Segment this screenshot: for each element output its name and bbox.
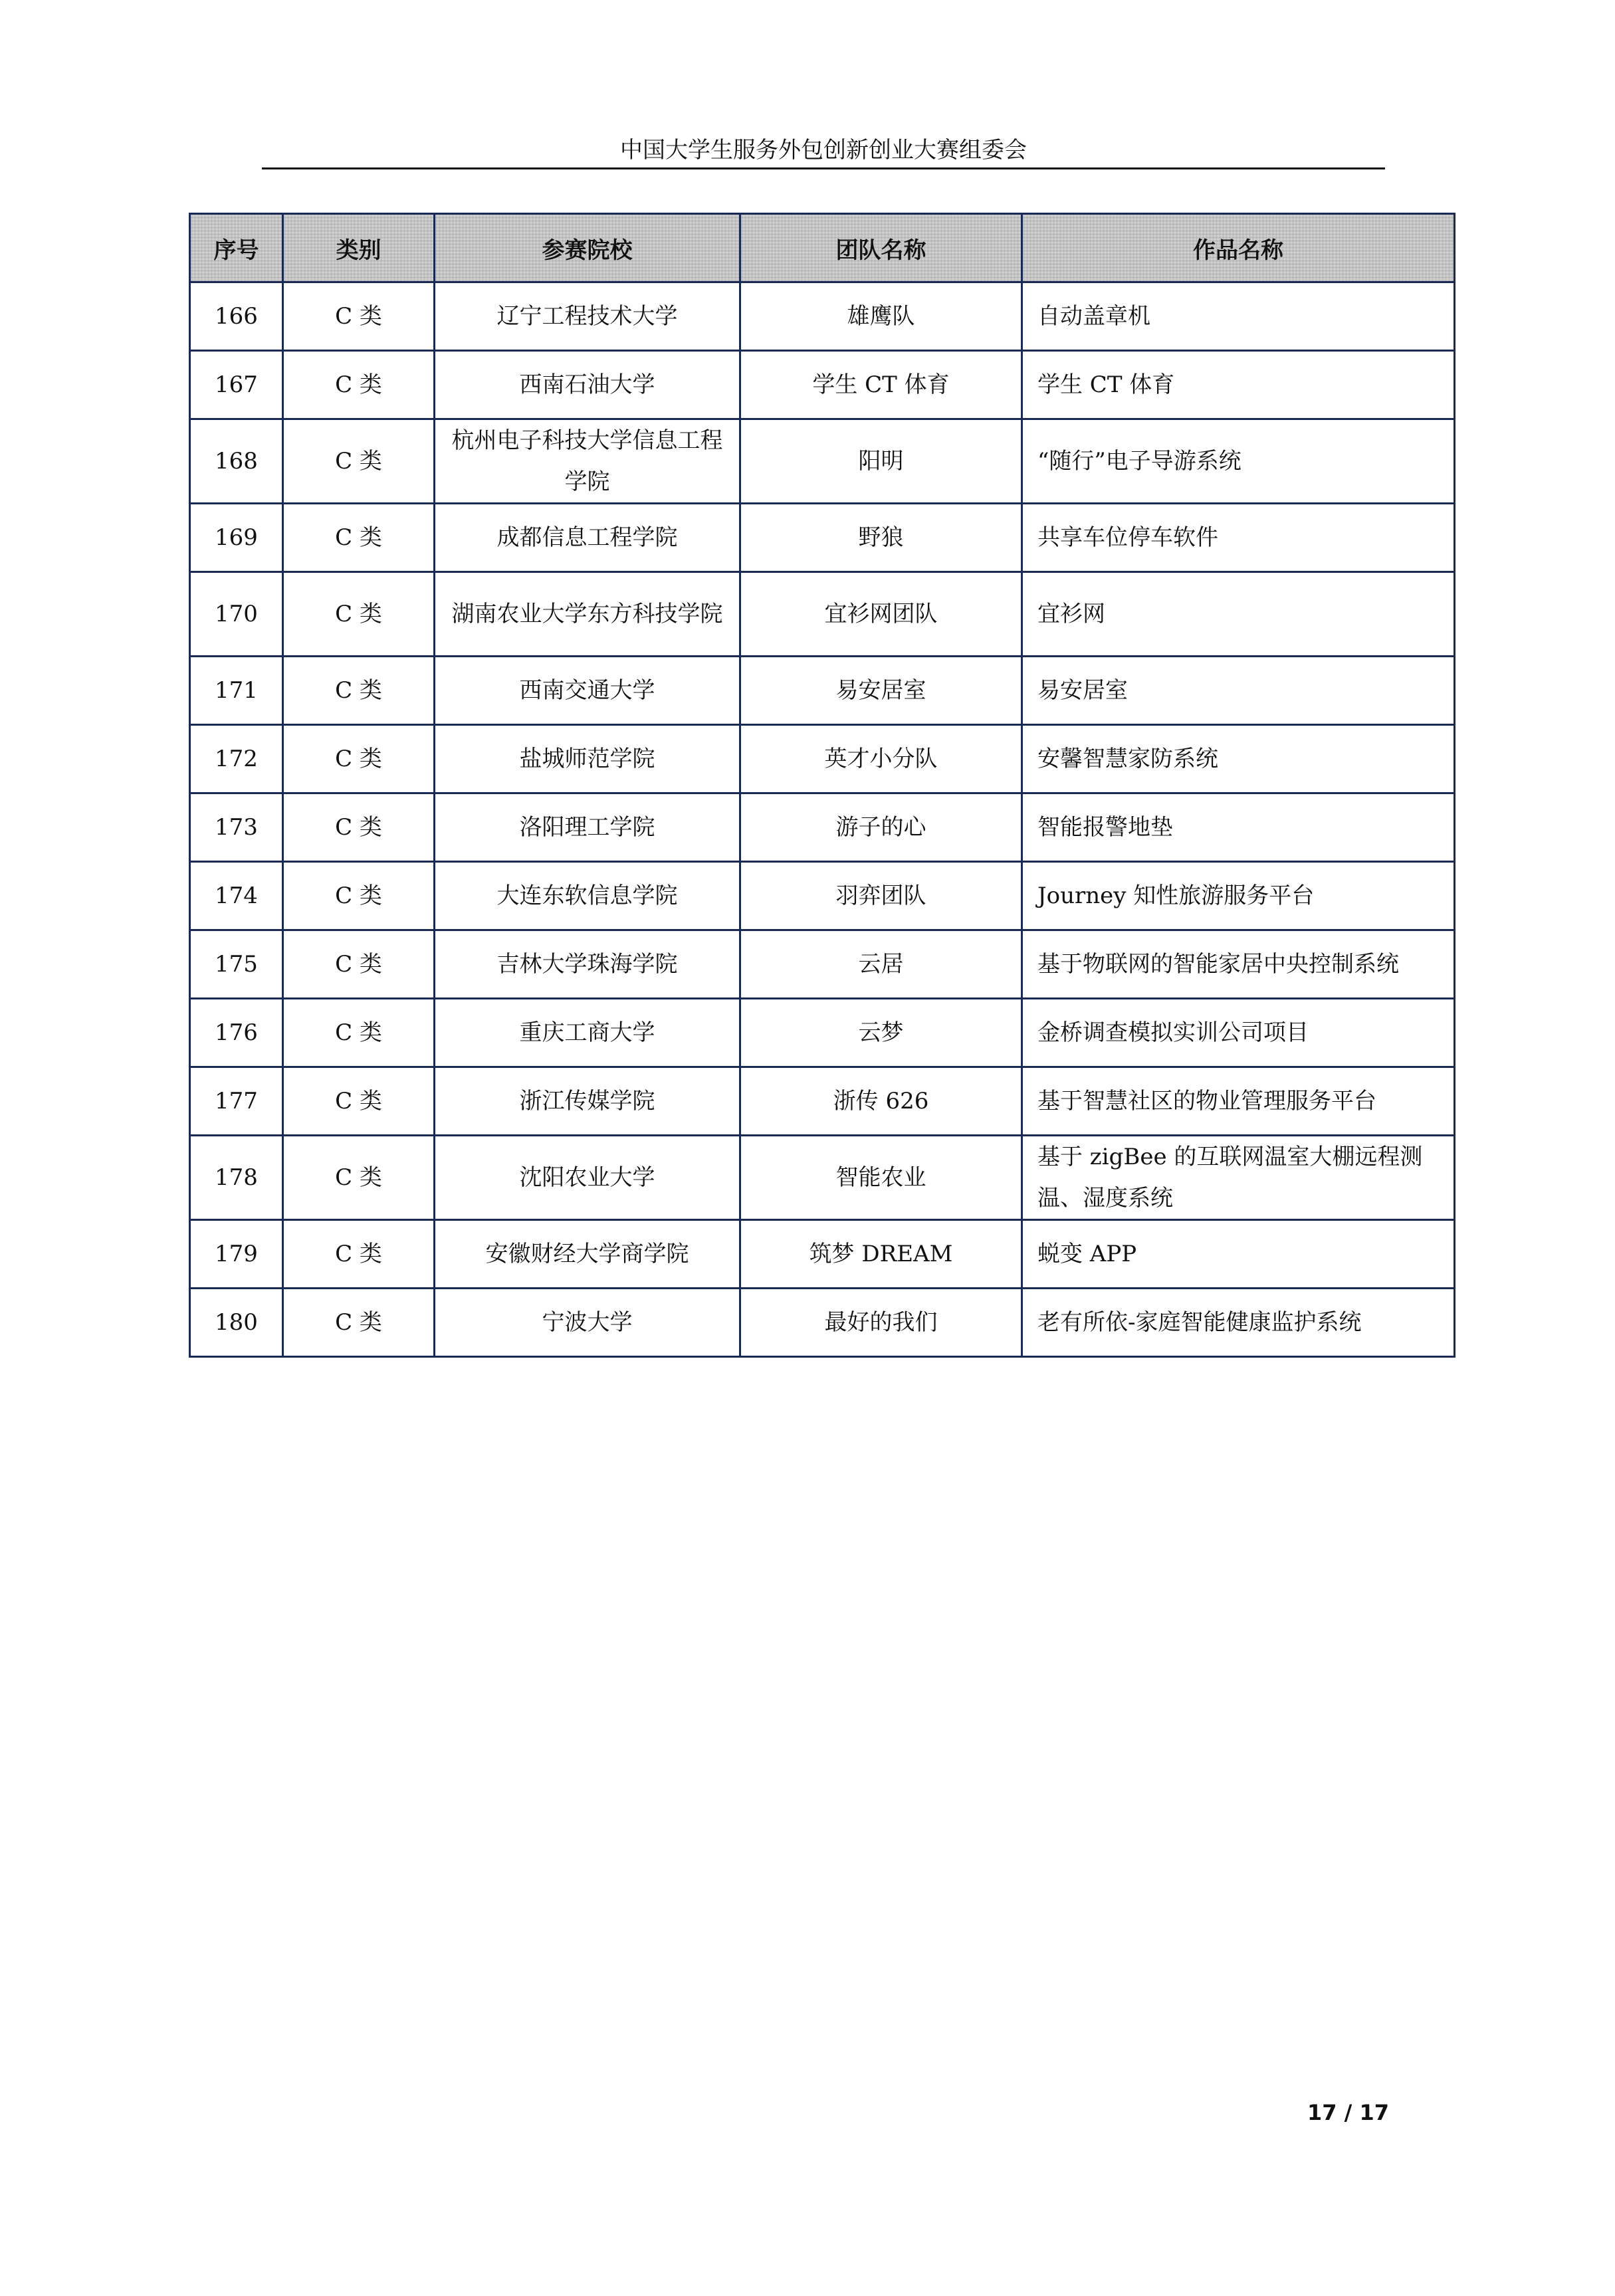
cell-no: 180 [190, 1289, 283, 1357]
cell-category: C 类 [283, 793, 435, 862]
cell-school: 洛阳理工学院 [435, 793, 740, 862]
column-header-category: 类别 [283, 214, 435, 282]
cell-school: 西南石油大学 [435, 351, 740, 419]
cell-category: C 类 [283, 862, 435, 930]
cell-school: 沈阳农业大学 [435, 1136, 740, 1220]
cell-work: 基于 zigBee 的互联网温室大棚远程测温、湿度系统 [1022, 1136, 1455, 1220]
cell-work: 金桥调查模拟实训公司项目 [1022, 999, 1455, 1067]
cell-category: C 类 [283, 999, 435, 1067]
table-row [190, 572, 1455, 657]
page-number: 17 / 17 [1307, 2100, 1389, 2125]
column-header-work: 作品名称 [1022, 214, 1455, 282]
cell-no: 166 [190, 282, 283, 351]
cell-school: 宁波大学 [435, 1289, 740, 1357]
cell-team: 筑梦 DREAM [740, 1220, 1022, 1289]
table-row [190, 930, 1455, 999]
page-header-title: 中国大学生服务外包创新创业大赛组委会 [620, 137, 1027, 163]
cell-school: 吉林大学珠海学院 [435, 930, 740, 999]
cell-category: C 类 [283, 351, 435, 419]
cell-team: 游子的心 [740, 793, 1022, 862]
cell-category: C 类 [283, 1289, 435, 1357]
table-row [190, 282, 1455, 351]
cell-no: 170 [190, 572, 283, 657]
table-row [190, 793, 1455, 862]
cell-no: 173 [190, 793, 283, 862]
cell-no: 177 [190, 1067, 283, 1136]
cell-no: 175 [190, 930, 283, 999]
cell-no: 176 [190, 999, 283, 1067]
column-header-no: 序号 [190, 214, 283, 282]
cell-team: 野狼 [740, 504, 1022, 572]
cell-no: 168 [190, 419, 283, 504]
cell-no: 174 [190, 862, 283, 930]
cell-no: 178 [190, 1136, 283, 1220]
table-row [190, 657, 1455, 725]
cell-team: 浙传 626 [740, 1067, 1022, 1136]
table-header-row [190, 214, 1455, 282]
cell-work: 安馨智慧家防系统 [1022, 725, 1455, 793]
cell-category: C 类 [283, 419, 435, 504]
cell-category: C 类 [283, 657, 435, 725]
cell-no: 169 [190, 504, 283, 572]
cell-no: 167 [190, 351, 283, 419]
cell-work: 宜衫网 [1022, 572, 1455, 657]
cell-work: 老有所依-家庭智能健康监护系统 [1022, 1289, 1455, 1357]
cell-work: “随行”电子导游系统 [1022, 419, 1455, 504]
cell-school: 杭州电子科技大学信息工程学院 [435, 419, 740, 504]
table-row [190, 1067, 1455, 1136]
cell-school: 重庆工商大学 [435, 999, 740, 1067]
cell-work: 易安居室 [1022, 657, 1455, 725]
table-row [190, 862, 1455, 930]
cell-category: C 类 [283, 1220, 435, 1289]
cell-category: C 类 [283, 930, 435, 999]
cell-team: 宜衫网团队 [740, 572, 1022, 657]
cell-category: C 类 [283, 572, 435, 657]
cell-school: 辽宁工程技术大学 [435, 282, 740, 351]
cell-category: C 类 [283, 1136, 435, 1220]
cell-school: 湖南农业大学东方科技学院 [435, 572, 740, 657]
cell-school: 盐城师范学院 [435, 725, 740, 793]
cell-work: 基于物联网的智能家居中央控制系统 [1022, 930, 1455, 999]
cell-team: 智能农业 [740, 1136, 1022, 1220]
cell-team: 雄鹰队 [740, 282, 1022, 351]
cell-team: 阳明 [740, 419, 1022, 504]
cell-school: 大连东软信息学院 [435, 862, 740, 930]
cell-no: 172 [190, 725, 283, 793]
cell-work: 共享车位停车软件 [1022, 504, 1455, 572]
cell-work: 学生 CT 体育 [1022, 351, 1455, 419]
cell-work: Journey 知性旅游服务平台 [1022, 862, 1455, 930]
cell-school: 西南交通大学 [435, 657, 740, 725]
table-row [190, 1289, 1455, 1357]
cell-school: 浙江传媒学院 [435, 1067, 740, 1136]
cell-category: C 类 [283, 725, 435, 793]
cell-school: 安徽财经大学商学院 [435, 1220, 740, 1289]
table-row [190, 999, 1455, 1067]
column-header-team: 团队名称 [740, 214, 1022, 282]
cell-category: C 类 [283, 504, 435, 572]
column-header-school: 参赛院校 [435, 214, 740, 282]
cell-work: 蜕变 APP [1022, 1220, 1455, 1289]
table-row [190, 1220, 1455, 1289]
cell-work: 自动盖章机 [1022, 282, 1455, 351]
cell-no: 171 [190, 657, 283, 725]
cell-team: 学生 CT 体育 [740, 351, 1022, 419]
cell-category: C 类 [283, 1067, 435, 1136]
cell-work: 基于智慧社区的物业管理服务平台 [1022, 1067, 1455, 1136]
cell-work: 智能报警地垫 [1022, 793, 1455, 862]
table-row [190, 419, 1455, 504]
cell-team: 云居 [740, 930, 1022, 999]
cell-team: 羽弈团队 [740, 862, 1022, 930]
cell-no: 179 [190, 1220, 283, 1289]
cell-team: 英才小分队 [740, 725, 1022, 793]
results-table [189, 213, 1455, 1358]
cell-team: 易安居室 [740, 657, 1022, 725]
table-row [190, 725, 1455, 793]
table-row [190, 351, 1455, 419]
header-rule [262, 167, 1385, 169]
cell-category: C 类 [283, 282, 435, 351]
table-row [190, 1136, 1455, 1220]
cell-school: 成都信息工程学院 [435, 504, 740, 572]
cell-team: 最好的我们 [740, 1289, 1022, 1357]
cell-team: 云梦 [740, 999, 1022, 1067]
table-row [190, 504, 1455, 572]
